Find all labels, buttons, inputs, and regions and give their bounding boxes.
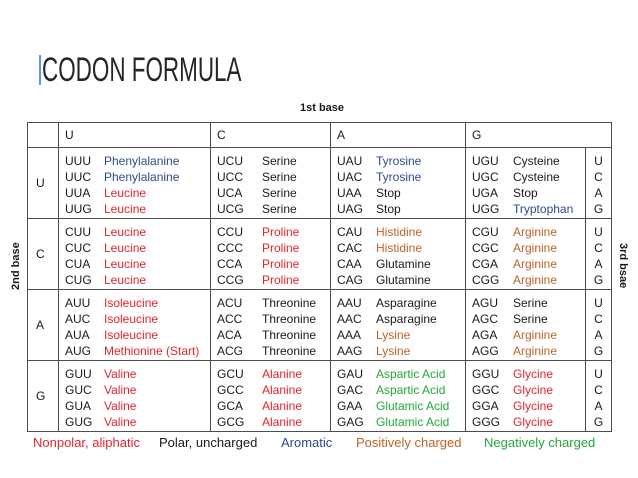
codon: AUC	[65, 312, 91, 326]
codon-entry	[472, 256, 585, 272]
codon: CCC	[217, 241, 243, 255]
codon: AGA	[472, 328, 498, 342]
codon-entry	[217, 343, 330, 359]
amino-acid: Alanine	[262, 367, 303, 381]
amino-acid: Leucine	[104, 186, 147, 200]
codon-entry	[472, 398, 585, 414]
third-base-letter: G	[593, 202, 604, 216]
third-base-letter: U	[594, 225, 603, 239]
legend-item-positive: Positively charged	[356, 435, 462, 450]
column-header-u: U	[59, 123, 211, 148]
codon-entry	[65, 224, 210, 240]
codon: UGU	[472, 154, 499, 168]
column-header-g: G	[466, 123, 611, 148]
amino-acid: Asparagine	[376, 296, 437, 310]
codon: GCC	[217, 383, 244, 397]
codon-entry	[217, 256, 330, 272]
codon-cell	[59, 361, 211, 431]
amino-acid: Threonine	[262, 312, 317, 326]
codon-entry	[65, 343, 210, 359]
codon-entry	[65, 169, 210, 185]
third-base-cell	[586, 290, 611, 361]
codon: CGU	[472, 225, 499, 239]
third-base-letter: A	[594, 328, 603, 342]
codon: AGG	[472, 344, 499, 358]
third-base-cell	[586, 361, 611, 431]
amino-acid: Threonine	[262, 344, 317, 358]
codon-entry	[337, 224, 465, 240]
legend-item-aromatic: Aromatic	[281, 435, 333, 450]
codon: UUG	[65, 202, 92, 216]
codon-entry	[65, 414, 210, 430]
amino-acid: Lysine	[376, 328, 411, 342]
codon-cell	[59, 148, 211, 219]
codon-entry	[217, 414, 330, 430]
codon-entry	[65, 366, 210, 382]
amino-acid: Histidine	[376, 225, 423, 239]
codon: GCG	[217, 415, 245, 429]
codon: UUA	[65, 186, 91, 200]
amino-acid: Threonine	[262, 328, 317, 342]
codon: UAG	[337, 202, 364, 216]
amino-acid: Aspartic Acid	[376, 367, 446, 381]
codon: GUU	[65, 367, 92, 381]
codon: ACU	[217, 296, 243, 310]
amino-acid: Phenylalanine	[104, 154, 180, 168]
codon: UGG	[472, 202, 500, 216]
codon: CAU	[337, 225, 363, 239]
codon-entry	[217, 224, 330, 240]
amino-acid: Isoleucine	[104, 296, 159, 310]
codon-cell	[59, 290, 211, 361]
codon-cell	[211, 219, 331, 290]
amino-acid: Alanine	[262, 399, 303, 413]
codon: AUA	[65, 328, 90, 342]
codon: GGU	[472, 367, 500, 381]
amino-acid: Arginine	[513, 257, 558, 271]
codon: UGC	[472, 170, 499, 184]
codon-entry	[337, 343, 465, 359]
amino-acid: Serine	[513, 312, 548, 326]
third-base-letter: A	[594, 186, 603, 200]
amino-acid: Arginine	[513, 273, 558, 287]
codon-entry	[472, 382, 585, 398]
codon-entry	[217, 366, 330, 382]
amino-acid: Stop	[376, 186, 401, 200]
third-base-letter: G	[593, 273, 604, 287]
codon-entry	[217, 201, 330, 217]
slide-title: CODON FORMULA	[42, 51, 242, 89]
amino-acid: Tyrosine	[376, 154, 422, 168]
amino-acid: Serine	[262, 170, 297, 184]
codon: GGA	[472, 399, 499, 413]
third-base-letter: C	[594, 383, 603, 397]
codon: GAC	[337, 383, 364, 397]
amino-acid: Glutamic Acid	[376, 399, 450, 413]
codon-entry	[65, 201, 210, 217]
amino-acid: Proline	[262, 273, 300, 287]
third-base-cell	[586, 219, 611, 290]
amino-acid: Arginine	[513, 328, 558, 342]
codon-entry	[217, 327, 330, 343]
amino-acid: Aspartic Acid	[376, 383, 446, 397]
codon-entry	[217, 240, 330, 256]
amino-acid: Proline	[262, 241, 300, 255]
amino-acid: Serine	[262, 186, 297, 200]
third-base-letter: U	[594, 367, 603, 381]
amino-acid: Leucine	[104, 257, 147, 271]
codon-entry	[217, 169, 330, 185]
amino-acid: Glycine	[513, 399, 554, 413]
codon: UUC	[65, 170, 91, 184]
third-base-letter: G	[593, 415, 604, 429]
codon: AUG	[65, 344, 92, 358]
codon-entry	[337, 414, 465, 430]
codon: GAA	[337, 399, 363, 413]
codon-entry	[472, 343, 585, 359]
codon: UAA	[337, 186, 362, 200]
codon: CAA	[337, 257, 362, 271]
codon: CAC	[337, 241, 363, 255]
codon-cell	[466, 290, 586, 361]
codon-cell	[59, 219, 211, 290]
codon-cell	[331, 290, 466, 361]
amino-acid: Glycine	[513, 367, 554, 381]
codon: CUA	[65, 257, 91, 271]
amino-acid: Cysteine	[513, 170, 560, 184]
codon-entry	[472, 169, 585, 185]
amino-acid: Leucine	[104, 225, 147, 239]
codon-entry	[472, 366, 585, 382]
codon: CUC	[65, 241, 91, 255]
codon-entry	[472, 414, 585, 430]
column-header-c: C	[211, 123, 331, 148]
codon-entry	[65, 327, 210, 343]
codon: UAU	[337, 154, 363, 168]
third-base-cell	[586, 148, 611, 219]
amino-acid: Glycine	[513, 383, 554, 397]
amino-acid: Serine	[513, 296, 548, 310]
amino-acid: Methionine (Start)	[104, 344, 200, 358]
amino-acid: Arginine	[513, 225, 558, 239]
codon: CCA	[217, 257, 243, 271]
third-base-letter: G	[593, 344, 604, 358]
codon-entry	[65, 382, 210, 398]
amino-acid: Cysteine	[513, 154, 560, 168]
codon-cell	[211, 148, 331, 219]
codon: AAC	[337, 312, 362, 326]
amino-acid: Valine	[104, 383, 137, 397]
codon-entry	[472, 201, 585, 217]
third-base-letter: U	[594, 296, 603, 310]
codon-entry	[337, 185, 465, 201]
codon-entry	[337, 398, 465, 414]
codon: GCA	[217, 399, 244, 413]
corner-cell	[28, 123, 59, 148]
codon: AGU	[472, 296, 499, 310]
codon-cell	[211, 361, 331, 431]
codon: CCG	[217, 273, 244, 287]
codon: ACG	[217, 344, 244, 358]
amino-acid: Valine	[104, 367, 137, 381]
legend-item-nonpolar: Nonpolar, aliphatic	[33, 435, 140, 450]
codon-entry	[337, 272, 465, 288]
amino-acid: Tryptophan	[513, 202, 574, 216]
codon-table	[27, 122, 612, 432]
codon: GUC	[65, 383, 92, 397]
third-base-letter: C	[594, 241, 603, 255]
codon-entry	[65, 311, 210, 327]
codon: AUU	[65, 296, 91, 310]
codon: CUG	[65, 273, 92, 287]
codon-entry	[337, 169, 465, 185]
codon-entry	[472, 272, 585, 288]
codon-cell	[466, 361, 586, 431]
codon: CUU	[65, 225, 91, 239]
amino-acid: Tyrosine	[376, 170, 422, 184]
row-header-u: U	[28, 148, 59, 219]
codon-entry	[472, 295, 585, 311]
amino-acid: Glycine	[513, 415, 554, 429]
amino-acid: Glutamine	[376, 273, 431, 287]
amino-acid: Threonine	[262, 296, 317, 310]
codon: AAG	[337, 344, 363, 358]
amino-acid: Isoleucine	[104, 328, 159, 342]
amino-acid: Stop	[376, 202, 401, 216]
amino-acid: Proline	[262, 257, 300, 271]
codon-entry	[337, 311, 465, 327]
codon: UCG	[217, 202, 244, 216]
amino-acid: Leucine	[104, 241, 147, 255]
first-base-label: 1st base	[299, 102, 345, 114]
codon-entry	[217, 398, 330, 414]
codon-entry	[217, 153, 330, 169]
third-base-letter: A	[594, 399, 603, 413]
third-base-letter: C	[594, 312, 603, 326]
column-header-a: A	[331, 123, 466, 148]
amino-acid: Asparagine	[376, 312, 437, 326]
amino-acid: Glutamic Acid	[376, 415, 450, 429]
codon-entry	[472, 185, 585, 201]
amino-acid: Arginine	[513, 241, 558, 255]
codon: CGC	[472, 241, 499, 255]
amino-acid: Glutamine	[376, 257, 431, 271]
codon-entry	[217, 311, 330, 327]
codon: UCC	[217, 170, 243, 184]
third-base-letter: U	[594, 154, 603, 168]
codon: GGC	[472, 383, 500, 397]
codon-entry	[337, 153, 465, 169]
codon: UCU	[217, 154, 243, 168]
amino-acid: Proline	[262, 225, 300, 239]
codon-entry	[472, 311, 585, 327]
codon: AAU	[337, 296, 362, 310]
codon: ACA	[217, 328, 242, 342]
codon-cell	[466, 148, 586, 219]
codon: CGA	[472, 257, 499, 271]
amino-acid: Valine	[104, 399, 137, 413]
legend	[0, 434, 638, 452]
codon-entry	[472, 327, 585, 343]
codon-entry	[65, 272, 210, 288]
codon-entry	[337, 327, 465, 343]
third-base-letter: C	[594, 170, 603, 184]
codon-entry	[65, 256, 210, 272]
amino-acid: Leucine	[104, 202, 147, 216]
codon-entry	[217, 185, 330, 201]
amino-acid: Arginine	[513, 344, 558, 358]
codon-entry	[65, 240, 210, 256]
codon-entry	[217, 295, 330, 311]
amino-acid: Alanine	[262, 415, 303, 429]
codon: GUA	[65, 399, 92, 413]
amino-acid: Alanine	[262, 383, 303, 397]
codon: CAG	[337, 273, 364, 287]
codon-cell	[211, 290, 331, 361]
amino-acid: Stop	[513, 186, 538, 200]
second-base-label: 2nd base	[10, 242, 22, 290]
codon-cell	[331, 148, 466, 219]
amino-acid: Histidine	[376, 241, 423, 255]
third-base-label: 3rd bsae	[617, 243, 629, 289]
codon-cell	[466, 219, 586, 290]
amino-acid: Isoleucine	[104, 312, 159, 326]
codon: UGA	[472, 186, 499, 200]
codon-entry	[472, 240, 585, 256]
codon: UUU	[65, 154, 91, 168]
codon: GAU	[337, 367, 364, 381]
codon-entry	[337, 366, 465, 382]
title-accent-bar	[39, 55, 41, 85]
codon-entry	[217, 382, 330, 398]
codon: CGG	[472, 273, 500, 287]
codon: ACC	[217, 312, 243, 326]
amino-acid: Serine	[262, 154, 297, 168]
codon: GAG	[337, 415, 364, 429]
codon: CCU	[217, 225, 243, 239]
codon: UCA	[217, 186, 243, 200]
codon-entry	[65, 185, 210, 201]
legend-item-negative: Negatively charged	[484, 435, 596, 450]
codon-entry	[337, 295, 465, 311]
third-base-letter: A	[594, 257, 603, 271]
codon-entry	[337, 382, 465, 398]
codon: GGG	[472, 415, 501, 429]
amino-acid: Leucine	[104, 273, 147, 287]
codon: UAC	[337, 170, 363, 184]
codon: GUG	[65, 415, 93, 429]
codon-entry	[337, 240, 465, 256]
codon: AGC	[472, 312, 499, 326]
codon-entry	[472, 224, 585, 240]
amino-acid: Valine	[104, 415, 137, 429]
row-header-a: A	[28, 290, 59, 361]
codon-entry	[337, 201, 465, 217]
row-header-g: G	[28, 361, 59, 431]
codon-entry	[217, 272, 330, 288]
codon-entry	[65, 295, 210, 311]
amino-acid: Serine	[262, 202, 297, 216]
codon-cell	[331, 219, 466, 290]
codon: GCU	[217, 367, 244, 381]
codon-cell	[331, 361, 466, 431]
amino-acid: Lysine	[376, 344, 411, 358]
codon: AAA	[337, 328, 362, 342]
codon-entry	[65, 398, 210, 414]
row-header-c: C	[28, 219, 59, 290]
amino-acid: Phenylalanine	[104, 170, 180, 184]
codon-entry	[65, 153, 210, 169]
legend-item-polar: Polar, uncharged	[159, 435, 258, 450]
codon-entry	[337, 256, 465, 272]
codon-entry	[472, 153, 585, 169]
